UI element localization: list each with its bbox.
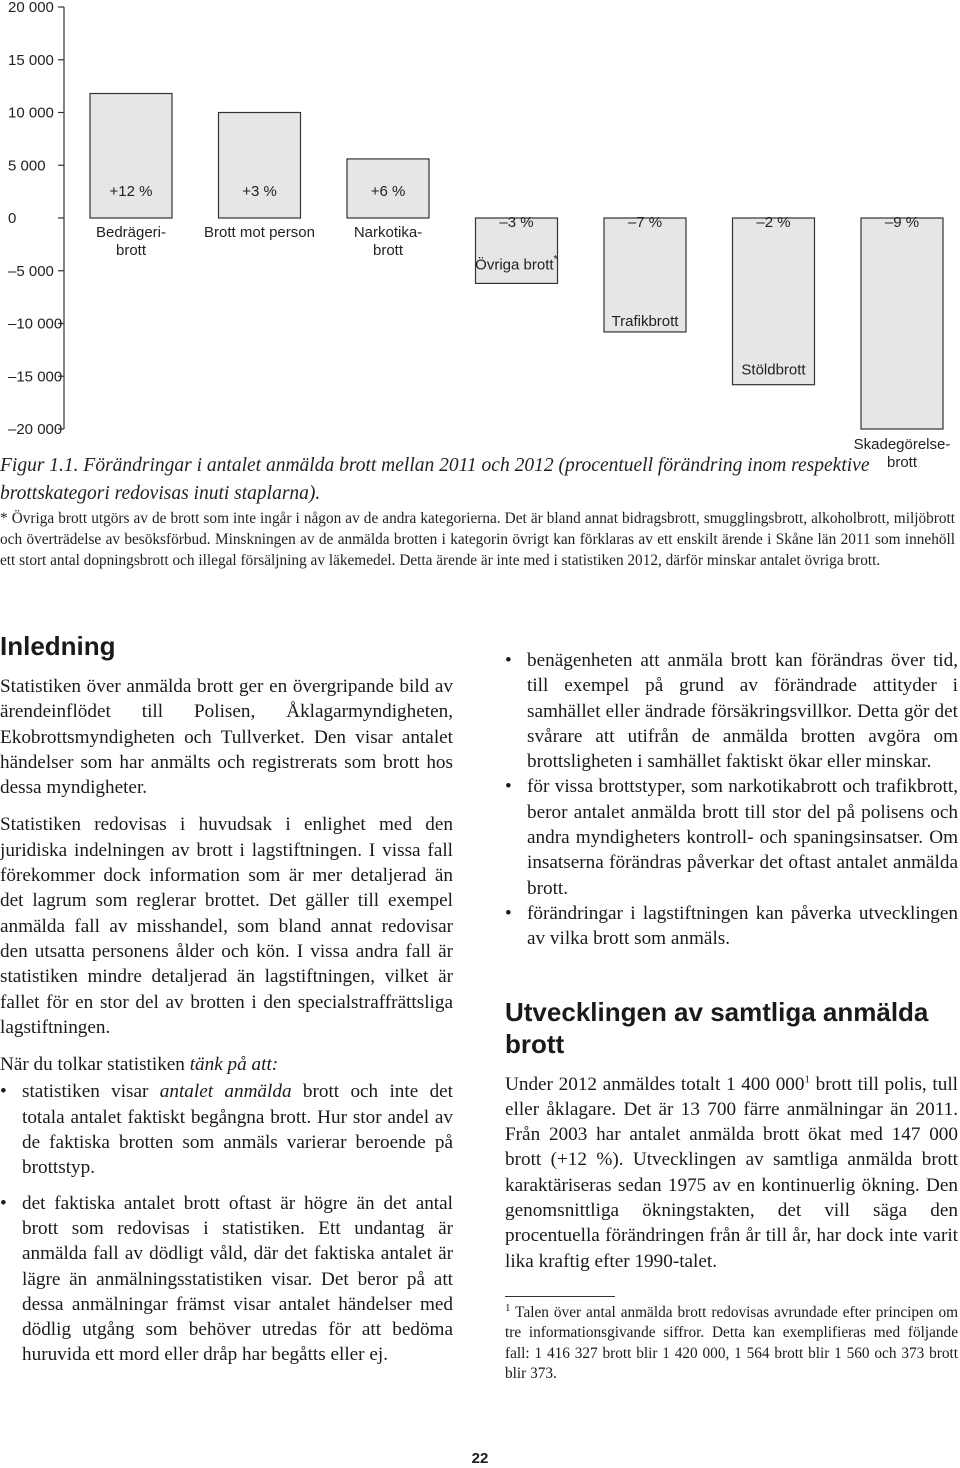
bar-percent-label: +12 %: [109, 183, 153, 200]
section-heading-utvecklingen: Utvecklingen av samtliga anmälda brott: [505, 996, 929, 1059]
footnote-divider: [505, 1296, 615, 1297]
category-label-line: Bedrägeri-: [95, 224, 167, 241]
figure-note-text: * Övriga brott utgörs av de brott som inte ingår i någon av de andra kategorierna. Det är bland annat bidragsbrott, smugglingsbrott, alkoholbrott, miljöbrott och överträdelse av besöksförbud. Minskningen av de anmälda brotten i kategorin övrigt kan förklaras av ett enskilt ärende i Skåne län 2011 som innehöll ett stort antal dopningsbrott och illegal försäljning av läkemedel. Detta ärende är inte med i statistiken 2012, därför minskar antalet övriga brott.: [0, 510, 955, 569]
y-tick-label: 0: [8, 210, 17, 227]
category-label-line: brott: [886, 454, 918, 471]
left-column: [0, 630, 453, 1368]
category-label: [612, 313, 680, 330]
category-label-line: Trafikbrott: [611, 312, 679, 330]
bar-percent-label: –3 %: [499, 214, 534, 231]
list-item-text: statistiken visar: [22, 1081, 160, 1103]
bar-percent-label: +6 %: [370, 183, 406, 200]
category-label-line: Skadegörelse-: [853, 436, 951, 453]
category-label-asterisk: *: [553, 253, 558, 266]
list-item: [0, 1079, 453, 1180]
emphasis-text: tänk på att:: [189, 1054, 279, 1076]
page-number: 22: [471, 1450, 489, 1467]
paragraph: Statistiken redovisas i huvudsak i enlighet med den juridiska indelningen av brott i lagstiftningen. I vissa fall förekommer dock information som är mer detaljerad än det lagrum som reglerar brottet. Det gäller till exempel anmälda fall av misshandel, som bland annat redovisar den utsatta personens ålder och kön. I vissa andra fall är statistiken mindre detaljerad än lagstiftningen, vilket är fallet för en stor del av brotten i den specialstraffrättsliga lagstiftningen.: [0, 814, 453, 1038]
footnote: [505, 1303, 958, 1385]
bullet-list: [0, 1079, 453, 1367]
y-axis: [8, 0, 64, 438]
paragraph: Statistiken över anmälda brott ger en övergripande bild av ärendeinflödet till Polisen, Åklagarmyndigheten, Ekobrottsmyndigheten och Tullverket. Den visar antalet händelser som har anmälts och registrerats som brott hos dessa myndigheter.: [0, 676, 453, 799]
y-tick-label: –15 000: [8, 368, 63, 386]
list-item-text: brott och inte det totala antalet faktiskt begångna brott. Hur stor andel av de faktiska brotten som anmäls varierar beroende på brottstyp.: [22, 1081, 454, 1179]
category-label: [96, 224, 166, 259]
category-label: [741, 362, 806, 379]
bar-percent-label: –7 %: [627, 214, 663, 231]
paragraph: [0, 1052, 453, 1077]
paragraph-text: brott till polis, tull eller åklagare. Det är 13 700 färre anmälningar än 2011. Från 2003 har antalet anmälda brott ökat med 147 000 brott (+12 %). Utvecklingen av samtliga anmälda brott karaktäriseras sedan 1975 av en kontinuerlig ökning. Den genomsnittliga ökningstakten, det vill säga den procentuella förändringen från år till år, har dock inte varit lika kraftig efter 1990-talet.: [505, 1073, 959, 1272]
figure-caption: Figur 1.1. Förändringar i antalet anmälda brott mellan 2011 och 2012 (procentuell förändring inom respektive brottskategori redovisas inuti staplarna).: [0, 455, 870, 504]
footnote-number: 1: [505, 1301, 511, 1314]
category-label: [354, 224, 422, 259]
figure-note: [0, 508, 955, 571]
bar-chart: [0, 0, 960, 471]
paragraph: [505, 1072, 958, 1274]
y-tick-label: 5 000: [8, 157, 46, 175]
footnote-text: Talen över antal anmälda brott redovisas avrundade efter principen om tre informationsgivande siffror. Detta kan exemplifieras med följande fall: 1 416 327 brott blir 1 420 000, 1 564 brott blir 1 560 och 373 brott blir 373.: [505, 1303, 958, 1383]
category-label-line: brott: [372, 242, 404, 259]
paragraph-text: När du tolkar statistiken: [0, 1054, 190, 1076]
label-group: [96, 183, 950, 471]
y-tick-label: 10 000: [8, 104, 54, 122]
bar: [219, 113, 301, 219]
y-tick-label: –10 000: [8, 315, 63, 333]
paragraph-text: Under 2012 anmäldes totalt 1 400 000: [505, 1073, 805, 1095]
list-item: • benägenheten att anmäla brott kan förändras över tid, till exempel på grund av förändrade attityder i samhället eller ändrade försäkringsvillkor. Detta gör det svårare att utifrån de anmälda brotten avgöra om brottsligheten i samhället faktiskt ökar eller minskar.: [505, 648, 958, 774]
right-column: [505, 648, 958, 1397]
y-tick-label: –5 000: [8, 262, 54, 280]
list-item: • för vissa brottstyper, som narkotikabrott och trafikbrott, beror antalet anmälda brott till stor del på polisens och andra myndigheters kontroll- och spaningsinsatser. Om insatserna förändras påverkar det oftast antalet anmälda brott.: [505, 774, 958, 900]
y-tick-label: 15 000: [8, 51, 54, 69]
category-label-line: Stöldbrott: [741, 361, 806, 379]
category-label-line: brott: [115, 242, 147, 259]
category-label-text: Övriga brott: [475, 256, 554, 274]
category-label: [475, 253, 558, 273]
list-item: • förändringar i lagstiftningen kan påverka utvecklingen av vilka brott som anmäls.: [505, 901, 958, 952]
bullet-list: [505, 648, 958, 952]
bar: [733, 218, 815, 385]
bar-percent-label: –2 %: [756, 214, 791, 231]
section-heading-inledning: Inledning: [0, 631, 116, 661]
y-tick-label: 20 000: [8, 0, 54, 16]
emphasis-text: antalet anmälda: [159, 1081, 292, 1103]
y-tick-label: –20 000: [8, 421, 63, 438]
footnote-ref: 1: [804, 1073, 810, 1086]
category-label-line: Brott mot person: [204, 224, 315, 241]
category-label-line: Narkotika-: [353, 224, 423, 241]
bar: [861, 218, 943, 429]
bar-percent-label: +3 %: [242, 183, 277, 200]
bar-percent-label: –9 %: [884, 214, 920, 231]
category-label: [204, 224, 315, 241]
list-item: • det faktiska antalet brott oftast är högre än det antal brott som redovisas i statistiken. Ett undantag är anmälda fall av dödligt våld, där det faktiska antalet är lägre än anmälningsstatistiken visar. Det beror på att dessa anmälningar främst visar antalet händelser med dödlig utgång som behöver utredas för att bedöma huruvida ett mord eller dråp har begåtts eller ej.: [0, 1191, 453, 1368]
